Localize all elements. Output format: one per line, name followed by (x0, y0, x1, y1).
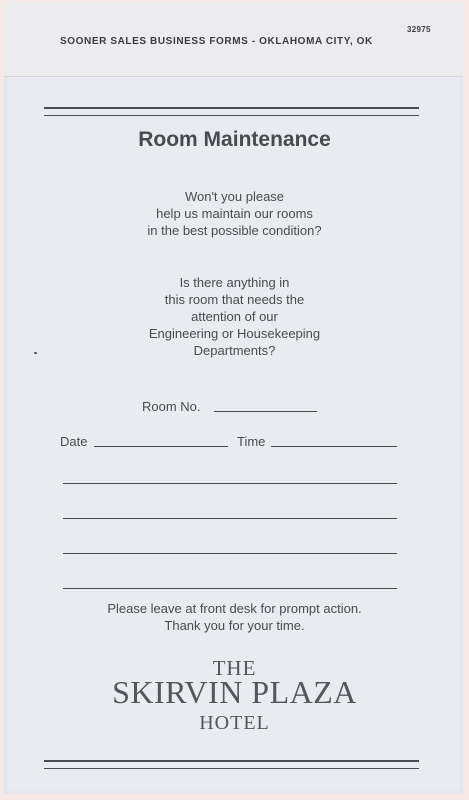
form-number: 32975 (407, 25, 431, 34)
time-label: Time (237, 434, 266, 449)
page-title: Room Maintenance (138, 128, 331, 151)
comment-line-2[interactable] (63, 518, 397, 519)
comment-line-1[interactable] (63, 483, 397, 484)
printer-imprint: SOONER SALES BUSINESS FORMS - OKLAHOMA CITY, OK (60, 36, 373, 47)
footer-line: Thank you for your time. (164, 618, 305, 633)
question-line: attention of our (191, 309, 278, 324)
logo-line-name: SKIRVIN PLAZA (112, 674, 357, 710)
bottom-double-rule (44, 760, 419, 769)
intro-line: Won't you please (184, 189, 285, 204)
room-no-label: Room No. (142, 399, 201, 414)
question-paragraph (0, 274, 469, 359)
question-line: Departments? (193, 343, 276, 358)
question-line: Is there anything in (179, 275, 290, 290)
logo-line-hotel: HOTEL (199, 712, 270, 734)
question-line: this room that needs the (164, 292, 305, 307)
intro-line: help us maintain our rooms (156, 206, 313, 221)
ink-speck (34, 352, 37, 354)
intro-line: in the best possible condition? (147, 223, 322, 238)
footer-instructions (0, 600, 469, 634)
question-line: Engineering or Housekeeping (148, 326, 321, 341)
hotel-logo (0, 652, 469, 742)
date-label: Date (60, 434, 88, 449)
date-field[interactable] (94, 446, 228, 447)
intro-paragraph (0, 188, 469, 239)
time-field[interactable] (271, 446, 397, 447)
comment-line-4[interactable] (63, 588, 397, 589)
top-double-rule (44, 107, 419, 116)
room-no-field[interactable] (214, 411, 317, 412)
comment-line-3[interactable] (63, 553, 397, 554)
logo-line-the: THE (212, 656, 257, 680)
footer-line: Please leave at front desk for prompt action. (107, 601, 362, 616)
